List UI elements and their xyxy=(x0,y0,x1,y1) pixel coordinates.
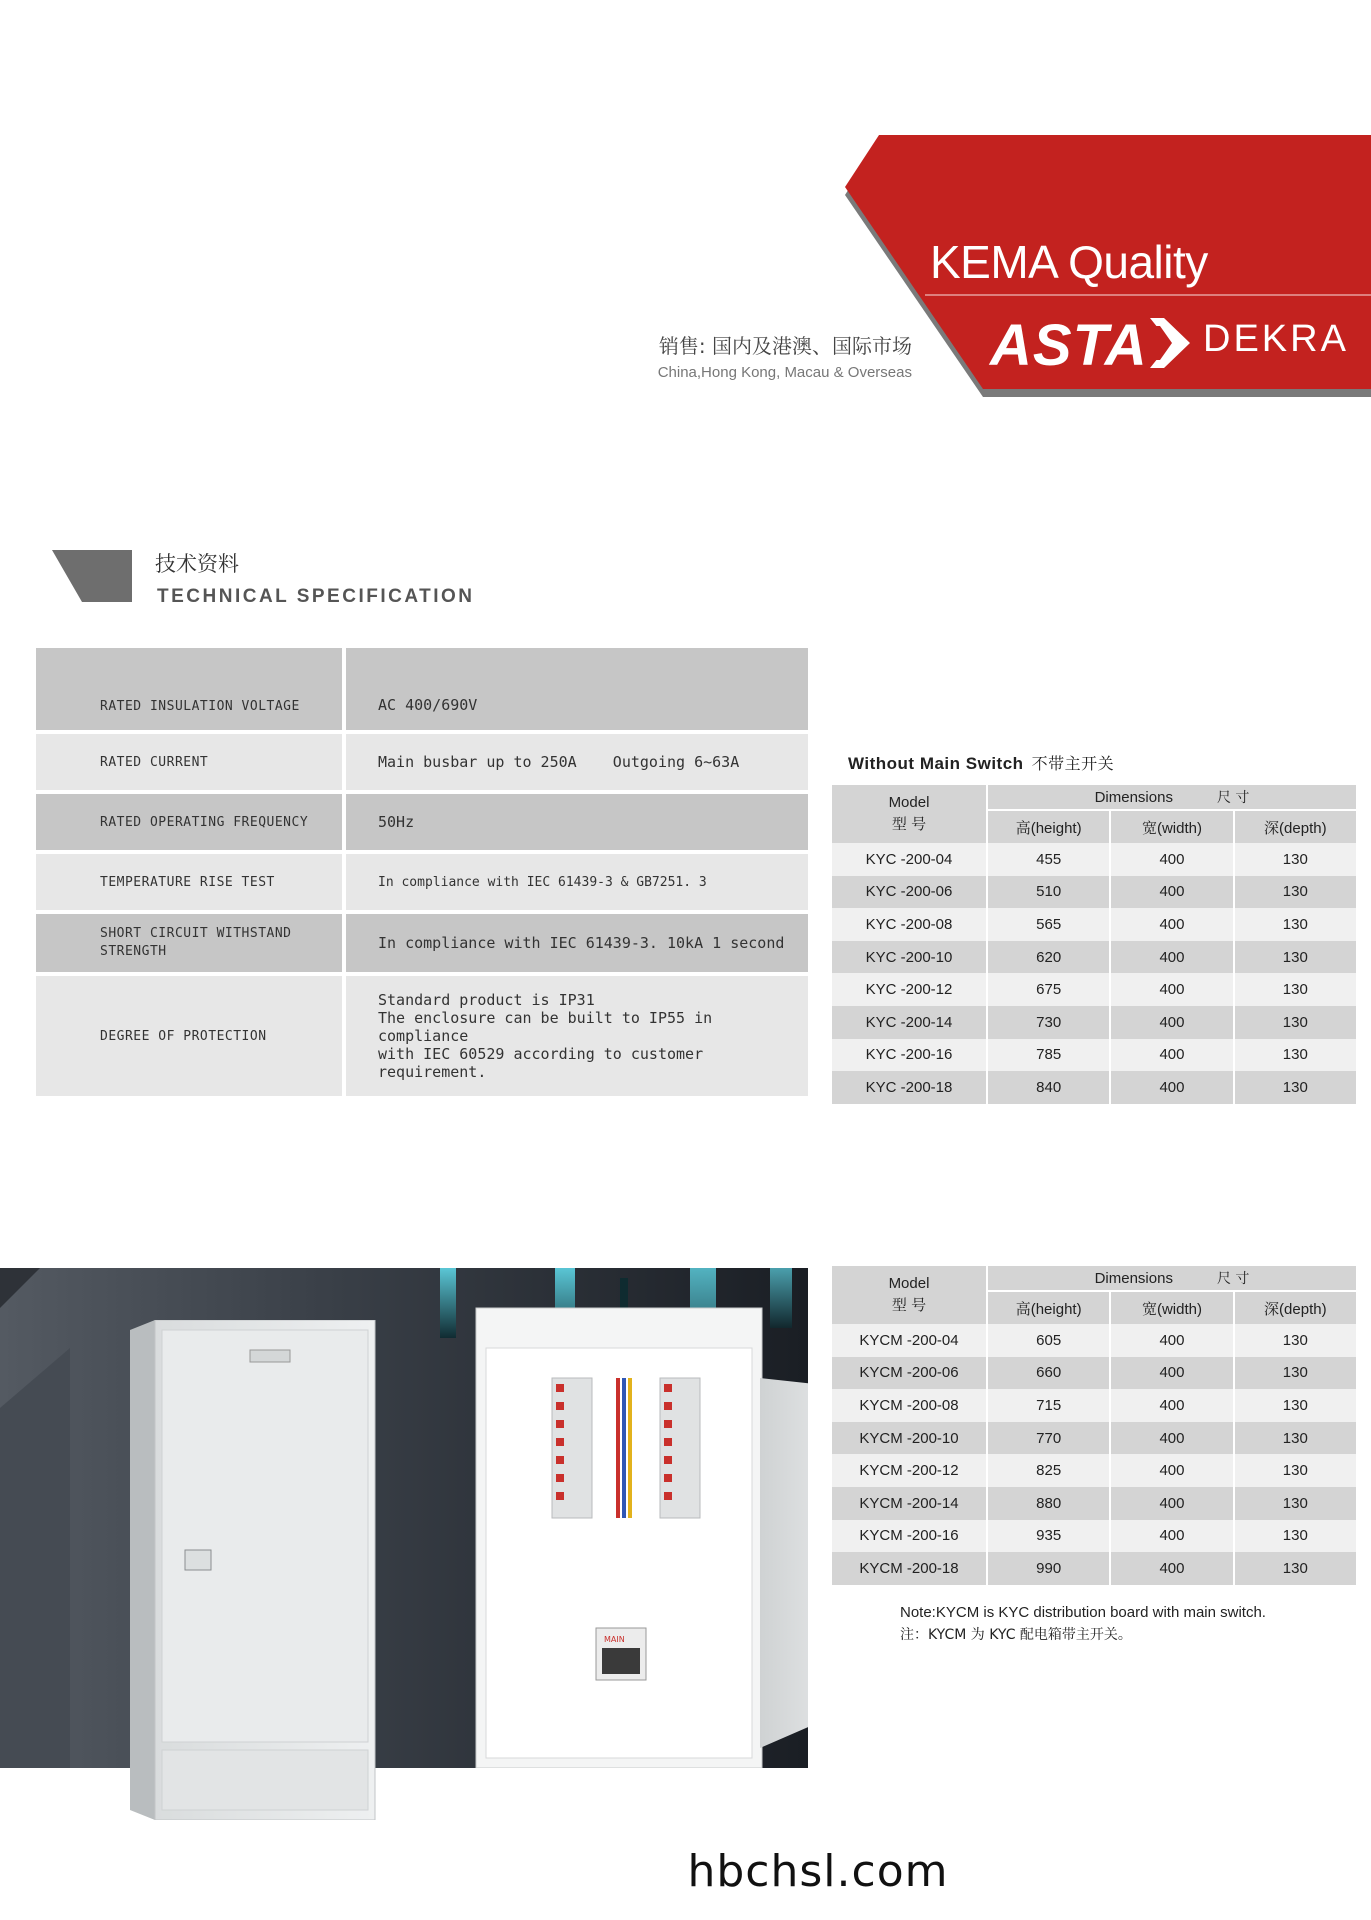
sales-region-cn: 销售: 国内及港澳、国际市场 xyxy=(658,334,912,358)
depth-cell: 130 xyxy=(1282,1429,1308,1447)
section-title-en: TECHNICAL SPECIFICATION xyxy=(157,586,475,607)
table-row xyxy=(832,1520,1356,1553)
model-header-cn: 型 号 xyxy=(891,816,927,833)
spec-table xyxy=(36,648,808,1100)
table-row xyxy=(832,1389,1356,1422)
table-row xyxy=(832,1324,1356,1357)
width-cell: 400 xyxy=(1111,1071,1234,1104)
width-cell: 400 xyxy=(1111,1389,1234,1422)
table-row xyxy=(832,1006,1356,1039)
height-header: 高(height) xyxy=(988,811,1111,843)
table-row xyxy=(832,908,1356,941)
spec-row xyxy=(36,794,808,850)
dimensions-header xyxy=(988,785,1356,811)
depth-cell: 130 xyxy=(1282,948,1308,966)
model-cell: KYC -200-06 xyxy=(832,876,988,909)
dimension-table-without-switch xyxy=(832,785,1356,1104)
height-cell: 455 xyxy=(988,843,1111,876)
depth-cell: 130 xyxy=(1282,1527,1308,1545)
table-row xyxy=(832,1454,1356,1487)
model-header xyxy=(832,785,988,843)
height-cell: 715 xyxy=(988,1389,1111,1422)
depth-cell: 130 xyxy=(1282,1396,1308,1414)
model-cell: KYC -200-08 xyxy=(832,908,988,941)
model-cell: KYCM -200-14 xyxy=(832,1487,988,1520)
model-cell: KYCM -200-10 xyxy=(832,1422,988,1455)
spec-label: DEGREE OF PROTECTION xyxy=(36,976,342,1096)
height-cell: 990 xyxy=(988,1552,1111,1585)
product-enclosure-illustration xyxy=(120,1320,400,1820)
model-header-en: Model xyxy=(888,794,930,811)
height-cell: 825 xyxy=(988,1454,1111,1487)
note-en: Note:KYCM is KYC distribution board with main switch. xyxy=(900,1604,1266,1621)
model-cell: KYC -200-12 xyxy=(832,973,988,1006)
sales-region-en: China,Hong Kong, Macau & Overseas xyxy=(657,364,912,381)
spec-label-line: SHORT CIRCUIT WITHSTAND xyxy=(100,926,292,941)
width-cell: 400 xyxy=(1111,1487,1234,1520)
height-cell: 840 xyxy=(988,1071,1111,1104)
model-cell: KYC -200-18 xyxy=(832,1071,988,1104)
table-row xyxy=(832,1552,1356,1585)
spec-value: In compliance with IEC 61439-3 & GB7251. 3 xyxy=(346,854,808,910)
table1-title-en: Without Main Switch xyxy=(848,754,1024,773)
model-header xyxy=(832,1266,988,1324)
height-cell: 785 xyxy=(988,1039,1111,1072)
spec-row xyxy=(36,914,808,972)
width-cell: 400 xyxy=(1111,908,1234,941)
model-cell: KYCM -200-12 xyxy=(832,1454,988,1487)
dimensions-header-cn: 尺 寸 xyxy=(1216,790,1250,806)
width-cell: 400 xyxy=(1111,1006,1234,1039)
dekra-arrow-icon xyxy=(1150,318,1194,368)
table-row xyxy=(832,1039,1356,1072)
spec-value: In compliance with IEC 61439-3. 10kA 1 second xyxy=(346,914,808,972)
height-cell: 935 xyxy=(988,1520,1111,1553)
spec-label: RATED CURRENT xyxy=(36,734,342,790)
model-cell: KYCM -200-04 xyxy=(832,1324,988,1357)
width-cell: 400 xyxy=(1111,876,1234,909)
spec-row xyxy=(36,976,808,1096)
spec-value-line: The enclosure can be built to IP55 in compliance xyxy=(378,1009,713,1045)
model-cell: KYCM -200-06 xyxy=(832,1357,988,1390)
width-cell: 400 xyxy=(1111,1520,1234,1553)
dimension-table-with-switch xyxy=(832,1266,1356,1585)
width-cell: 400 xyxy=(1111,941,1234,974)
width-cell: 400 xyxy=(1111,1324,1234,1357)
dimensions-header-en: Dimensions xyxy=(1094,788,1173,806)
width-cell: 400 xyxy=(1111,1454,1234,1487)
section-title-cn: 技术资料 xyxy=(155,552,239,576)
width-cell: 400 xyxy=(1111,1552,1234,1585)
model-header-cn: 型 号 xyxy=(891,1297,927,1314)
model-cell: KYC -200-14 xyxy=(832,1006,988,1039)
spec-value-line: Standard product is IP31 xyxy=(378,991,595,1009)
dimensions-header-cn: 尺 寸 xyxy=(1216,1271,1250,1287)
website-url[interactable]: hbchsl.com xyxy=(687,1846,949,1897)
depth-cell: 130 xyxy=(1282,915,1308,933)
width-cell: 400 xyxy=(1111,1422,1234,1455)
width-header: 宽(width) xyxy=(1111,811,1234,843)
spec-label xyxy=(36,914,342,972)
height-cell: 510 xyxy=(988,876,1111,909)
spec-label-line: STRENGTH xyxy=(100,944,167,959)
spec-value: Main busbar up to 250A Outgoing 6~63A xyxy=(346,734,808,790)
depth-cell: 130 xyxy=(1282,1364,1308,1382)
spec-value: 50Hz xyxy=(346,794,808,850)
height-cell: 880 xyxy=(988,1487,1111,1520)
width-cell: 400 xyxy=(1111,843,1234,876)
table-row xyxy=(832,1071,1356,1104)
table-row xyxy=(832,973,1356,1006)
depth-cell: 130 xyxy=(1282,1462,1308,1480)
table-row xyxy=(832,1422,1356,1455)
table-row xyxy=(832,941,1356,974)
depth-header: 深(depth) xyxy=(1264,819,1327,837)
spec-label: RATED INSULATION VOLTAGE xyxy=(36,648,342,730)
width-cell: 400 xyxy=(1111,1039,1234,1072)
height-header: 高(height) xyxy=(988,1292,1111,1324)
height-cell: 730 xyxy=(988,1006,1111,1039)
height-cell: 605 xyxy=(988,1324,1111,1357)
spec-value-line: with IEC 60529 according to customer requirement. xyxy=(378,1045,704,1081)
spec-row xyxy=(36,734,808,790)
model-cell: KYC -200-16 xyxy=(832,1039,988,1072)
height-cell: 770 xyxy=(988,1422,1111,1455)
depth-cell: 130 xyxy=(1282,1331,1308,1349)
depth-cell: 130 xyxy=(1282,850,1308,868)
table-header xyxy=(832,1266,1356,1324)
depth-cell: 130 xyxy=(1282,883,1308,901)
table1-title xyxy=(848,751,1114,774)
table-row xyxy=(832,1357,1356,1390)
width-header: 宽(width) xyxy=(1111,1292,1234,1324)
dimensions-header-en: Dimensions xyxy=(1094,1269,1173,1287)
dimensions-header xyxy=(988,1266,1356,1292)
spec-label: TEMPERATURE RISE TEST xyxy=(36,854,342,910)
depth-header: 深(depth) xyxy=(1264,1300,1327,1318)
depth-cell: 130 xyxy=(1282,1013,1308,1031)
model-cell: KYCM -200-16 xyxy=(832,1520,988,1553)
height-cell: 620 xyxy=(988,941,1111,974)
section-tab-icon xyxy=(52,550,132,602)
model-cell: KYC -200-04 xyxy=(832,843,988,876)
spec-label: RATED OPERATING FREQUENCY xyxy=(36,794,342,850)
model-cell: KYCM -200-18 xyxy=(832,1552,988,1585)
depth-cell: 130 xyxy=(1282,1046,1308,1064)
spec-row xyxy=(36,648,808,730)
kema-quality-label: KEMA Quality xyxy=(930,236,1208,288)
depth-cell: 130 xyxy=(1282,1494,1308,1512)
width-cell: 400 xyxy=(1111,973,1234,1006)
table-row xyxy=(832,876,1356,909)
width-cell: 400 xyxy=(1111,1357,1234,1390)
table1-title-cn: 不带主开关 xyxy=(1031,754,1115,773)
model-header-en: Model xyxy=(888,1275,930,1292)
note-cn: 注：KYCM 为 KYC 配电箱带主开关。 xyxy=(900,1627,1132,1643)
dekra-logo: DEKRA xyxy=(1203,318,1349,360)
height-cell: 660 xyxy=(988,1357,1111,1390)
spec-value xyxy=(346,976,808,1096)
height-cell: 565 xyxy=(988,908,1111,941)
table-row xyxy=(832,843,1356,876)
spec-value: AC 400/690V xyxy=(346,648,808,730)
height-cell: 675 xyxy=(988,973,1111,1006)
asta-logo: ASTA xyxy=(990,313,1148,378)
model-cell: KYC -200-10 xyxy=(832,941,988,974)
depth-cell: 130 xyxy=(1282,1559,1308,1577)
note xyxy=(900,1601,1266,1647)
depth-cell: 130 xyxy=(1282,981,1308,999)
spec-row xyxy=(36,854,808,910)
model-cell: KYCM -200-08 xyxy=(832,1389,988,1422)
table-header xyxy=(832,785,1356,843)
table-row xyxy=(832,1487,1356,1520)
main-switch-label: MAIN xyxy=(604,1635,625,1644)
depth-cell: 130 xyxy=(1282,1078,1308,1096)
